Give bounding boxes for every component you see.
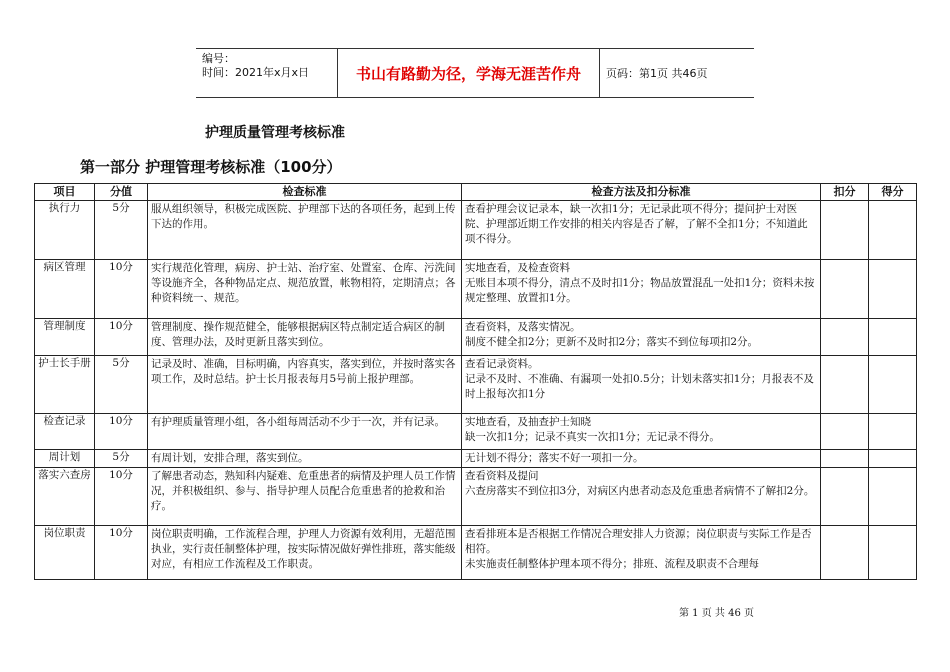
row-result (869, 468, 917, 526)
assessment-table (34, 183, 917, 580)
row-item: 落实六查房 (35, 468, 95, 526)
row-standard: 岗位职责明确，工作流程合理，护理人力资源有效利用，无超范围执业，实行责任制整体护理，按实际情况做好弹性排班，落实能级对应，有相应工作流程及工作职责。 (148, 526, 462, 580)
row-item: 检查记录 (35, 414, 95, 450)
row-deduct (821, 201, 869, 260)
row-score: 10分 (95, 526, 148, 580)
table-row (35, 468, 917, 526)
row-item: 周计划 (35, 450, 95, 468)
row-result (869, 201, 917, 260)
row-item: 病区管理 (35, 260, 95, 319)
row-standard: 有周计划，安排合理，落实到位。 (148, 450, 462, 468)
row-method: 实地查看，及检查资料 无账目本项不得分，清点不及时扣1分；物品放置混乱一处扣1分；资料未按规定整理、放置扣1分。 (462, 260, 821, 319)
col-header-item: 项目 (35, 184, 95, 201)
row-standard: 管理制度、操作规范健全，能够根据病区特点制定适合病区的制度、管理办法，及时更新且落实到位。 (148, 319, 462, 356)
header-time-label: 时间：2021年x月x日 (202, 66, 310, 79)
row-method: 查看护理会议记录本，缺一次扣1分；无记录此项不得分；提问护士对医院、护理部近期工作安排的相关内容是否了解，了解不全扣1分；不知道此项不得分。 (462, 201, 821, 260)
col-header-result: 得分 (869, 184, 917, 201)
row-result (869, 356, 917, 414)
row-method: 查看排班本是否根据工作情况合理安排人力资源；岗位职责与实际工作是否相符。 未实施责任制整体护理本项不得分；排班、流程及职责不合理每 (462, 526, 821, 580)
section-title: 第一部分 护理管理考核标准（100分） (80, 158, 342, 176)
row-score: 10分 (95, 414, 148, 450)
row-item: 岗位职责 (35, 526, 95, 580)
page-footer: 第 1 页 共 46 页 (679, 608, 754, 619)
row-result (869, 260, 917, 319)
row-result (869, 526, 917, 580)
row-deduct (821, 414, 869, 450)
col-header-deduct: 扣分 (821, 184, 869, 201)
table-row (35, 356, 917, 414)
row-score: 5分 (95, 356, 148, 414)
document-title: 护理质量管理考核标准 (205, 125, 345, 141)
row-standard: 记录及时、准确，目标明确，内容真实，落实到位，并按时落实各项工作，及时总结。护士长月报表每月5号前上报护理部。 (148, 356, 462, 414)
row-method: 查看记录资料。 记录不及时、不准确、有漏项一处扣0.5分；计划未落实扣1分；月报表不及时上报每次扣1分 (462, 356, 821, 414)
row-result (869, 414, 917, 450)
table-row (35, 260, 917, 319)
row-method: 查看资料及提问 六查房落实不到位扣3分，对病区内患者动态及危重患者病情不了解扣2分。 (462, 468, 821, 526)
row-standard: 了解患者动态，熟知科内疑难、危重患者的病情及护理人员工作情况，并积极组织、参与、指导护理人员配合危重患者的抢救和治疗。 (148, 468, 462, 526)
table-header-row (35, 184, 917, 201)
table-row (35, 450, 917, 468)
col-header-standard: 检查标准 (148, 184, 462, 201)
header-number-label: 编号： (202, 52, 235, 65)
row-standard: 服从组织领导，积极完成医院、护理部下达的各项任务，起到上传下达的作用。 (148, 201, 462, 260)
row-score: 10分 (95, 319, 148, 356)
header-page-label: 页码：第1页 共46页 (606, 67, 708, 80)
row-score: 5分 (95, 450, 148, 468)
table-row (35, 414, 917, 450)
header-motto: 书山有路勤为径，学海无涯苦作舟 (338, 49, 600, 97)
row-deduct (821, 526, 869, 580)
header-meta (196, 49, 338, 97)
document-header (196, 48, 754, 98)
table-row (35, 526, 917, 580)
row-deduct (821, 260, 869, 319)
row-score: 10分 (95, 468, 148, 526)
col-header-score: 分值 (95, 184, 148, 201)
row-deduct (821, 319, 869, 356)
row-item: 管理制度 (35, 319, 95, 356)
row-score: 10分 (95, 260, 148, 319)
col-header-method: 检查方法及扣分标准 (462, 184, 821, 201)
row-item: 护士长手册 (35, 356, 95, 414)
row-result (869, 450, 917, 468)
row-method: 实地查看，及抽查护士知晓 缺一次扣1分；记录不真实一次扣1分；无记录不得分。 (462, 414, 821, 450)
row-deduct (821, 356, 869, 414)
row-method: 无计划不得分；落实不好一项扣一分。 (462, 450, 821, 468)
row-method: 查看资料，及落实情况。 制度不健全扣2分；更新不及时扣2分；落实不到位每项扣2分。 (462, 319, 821, 356)
row-standard: 有护理质量管理小组，各小组每周活动不少于一次，并有记录。 (148, 414, 462, 450)
row-score: 5分 (95, 201, 148, 260)
row-standard: 实行规范化管理，病房、护士站、治疗室、处置室、仓库、污洗间等设施齐全，各种物品定点、规范放置，帐物相符，定期清点；各种资料统一、规范。 (148, 260, 462, 319)
row-item: 执行力 (35, 201, 95, 260)
table-row (35, 201, 917, 260)
row-deduct (821, 468, 869, 526)
row-deduct (821, 450, 869, 468)
row-result (869, 319, 917, 356)
table-row (35, 319, 917, 356)
